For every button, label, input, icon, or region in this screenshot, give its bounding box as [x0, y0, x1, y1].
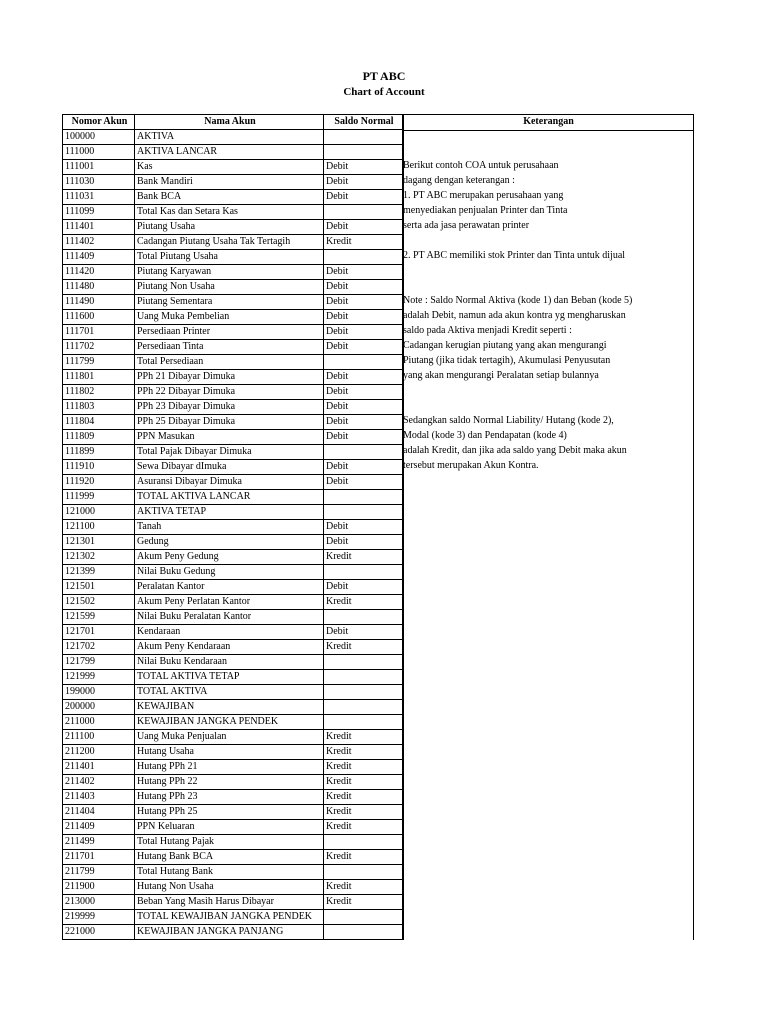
table-row: [63, 595, 403, 610]
account-name-cell: Akum Peny Perlatan Kantor: [135, 595, 324, 610]
account-number-cell: 211000: [63, 715, 135, 730]
coa-table: [62, 114, 403, 940]
account-number-cell: 121501: [63, 580, 135, 595]
account-name-cell: Cadangan Piutang Usaha Tak Tertagih: [135, 235, 324, 250]
account-name-cell: Total Piutang Usaha: [135, 250, 324, 265]
table-row: [63, 145, 403, 160]
account-number-cell: 211401: [63, 760, 135, 775]
account-name-cell: Bank BCA: [135, 190, 324, 205]
keterangan-column: [403, 114, 694, 940]
account-number-cell: 211404: [63, 805, 135, 820]
account-number-cell: 111401: [63, 220, 135, 235]
keterangan-line: menyediakan penjualan Printer dan Tinta: [403, 205, 568, 216]
keterangan-line: Berikut contoh COA untuk perusahaan: [403, 160, 559, 171]
account-number-cell: 121100: [63, 520, 135, 535]
table-row: [63, 355, 403, 370]
account-name-cell: Hutang Usaha: [135, 745, 324, 760]
account-number-cell: 211100: [63, 730, 135, 745]
table-row: [63, 775, 403, 790]
keterangan-line: tersebut merupakan Akun Kontra.: [403, 460, 539, 471]
account-number-cell: 211701: [63, 850, 135, 865]
normal-balance-cell: Kredit: [324, 790, 403, 805]
normal-balance-cell: Debit: [324, 460, 403, 475]
normal-balance-cell: [324, 925, 403, 940]
keterangan-line: adalah Debit, namun ada akun kontra yg mengharuskan: [403, 310, 626, 321]
account-number-cell: 219999: [63, 910, 135, 925]
account-number-cell: 111802: [63, 385, 135, 400]
normal-balance-cell: [324, 835, 403, 850]
account-name-cell: PPN Keluaran: [135, 820, 324, 835]
account-name-cell: Nilai Buku Peralatan Kantor: [135, 610, 324, 625]
document-subtitle: Chart of Account: [343, 86, 425, 98]
account-name-cell: Hutang PPh 21: [135, 760, 324, 775]
normal-balance-cell: Debit: [324, 385, 403, 400]
table-row: [63, 370, 403, 385]
account-name-cell: PPh 22 Dibayar Dimuka: [135, 385, 324, 400]
normal-balance-cell: Debit: [324, 310, 403, 325]
account-number-cell: 111809: [63, 430, 135, 445]
header-nama-akun: Nama Akun: [135, 115, 324, 130]
account-name-cell: Gedung: [135, 535, 324, 550]
account-number-cell: 121701: [63, 625, 135, 640]
table-row: [63, 220, 403, 235]
account-name-cell: Sewa Dibayar dImuka: [135, 460, 324, 475]
account-name-cell: Piutang Non Usaha: [135, 280, 324, 295]
normal-balance-cell: Debit: [324, 520, 403, 535]
account-number-cell: 111799: [63, 355, 135, 370]
table-row: [63, 235, 403, 250]
account-name-cell: Hutang Bank BCA: [135, 850, 324, 865]
normal-balance-cell: Kredit: [324, 640, 403, 655]
normal-balance-cell: [324, 670, 403, 685]
account-name-cell: Nilai Buku Gedung: [135, 565, 324, 580]
account-name-cell: Total Pajak Dibayar Dimuka: [135, 445, 324, 460]
account-number-cell: 211402: [63, 775, 135, 790]
account-name-cell: Persediaan Tinta: [135, 340, 324, 355]
table-row: [63, 565, 403, 580]
account-number-cell: 111804: [63, 415, 135, 430]
account-name-cell: Total Hutang Bank: [135, 865, 324, 880]
account-name-cell: TOTAL AKTIVA LANCAR: [135, 490, 324, 505]
account-name-cell: Nilai Buku Kendaraan: [135, 655, 324, 670]
normal-balance-cell: [324, 145, 403, 160]
account-name-cell: AKTIVA LANCAR: [135, 145, 324, 160]
normal-balance-cell: Debit: [324, 475, 403, 490]
account-number-cell: 200000: [63, 700, 135, 715]
account-name-cell: Peralatan Kantor: [135, 580, 324, 595]
account-number-cell: 111701: [63, 325, 135, 340]
table-row: [63, 925, 403, 940]
account-name-cell: Total Hutang Pajak: [135, 835, 324, 850]
normal-balance-cell: [324, 715, 403, 730]
table-row: [63, 700, 403, 715]
account-number-cell: 111600: [63, 310, 135, 325]
table-row: [63, 130, 403, 145]
table-row: [63, 760, 403, 775]
account-number-cell: 221000: [63, 925, 135, 940]
normal-balance-cell: [324, 865, 403, 880]
account-number-cell: 121999: [63, 670, 135, 685]
table-row: [63, 340, 403, 355]
account-name-cell: Piutang Sementara: [135, 295, 324, 310]
normal-balance-cell: Kredit: [324, 805, 403, 820]
company-title: PT ABC: [362, 69, 406, 83]
table-row: [63, 445, 403, 460]
account-number-cell: 121302: [63, 550, 135, 565]
normal-balance-cell: Kredit: [324, 550, 403, 565]
account-name-cell: Hutang Non Usaha: [135, 880, 324, 895]
normal-balance-cell: Debit: [324, 220, 403, 235]
account-number-cell: 211799: [63, 865, 135, 880]
account-number-cell: 121399: [63, 565, 135, 580]
normal-balance-cell: [324, 490, 403, 505]
table-row: [63, 580, 403, 595]
header-nomor-akun: Nomor Akun: [63, 115, 135, 130]
account-name-cell: KEWAJIBAN: [135, 700, 324, 715]
normal-balance-cell: [324, 355, 403, 370]
keterangan-line: Note : Saldo Normal Aktiva (kode 1) dan Beban (kode 5): [403, 295, 633, 306]
account-name-cell: Piutang Usaha: [135, 220, 324, 235]
keterangan-line: Cadangan kerugian piutang yang akan mengurangi: [403, 340, 607, 351]
table-row: [63, 385, 403, 400]
account-name-cell: Total Kas dan Setara Kas: [135, 205, 324, 220]
table-row: [63, 655, 403, 670]
keterangan-line: 2. PT ABC memiliki stok Printer dan Tinta untuk dijual: [403, 250, 626, 261]
account-name-cell: Akum Peny Gedung: [135, 550, 324, 565]
table-row: [63, 520, 403, 535]
account-number-cell: 111480: [63, 280, 135, 295]
account-name-cell: Uang Muka Penjualan: [135, 730, 324, 745]
account-number-cell: 121502: [63, 595, 135, 610]
normal-balance-cell: Kredit: [324, 880, 403, 895]
account-name-cell: Tanah: [135, 520, 324, 535]
keterangan-line: serta ada jasa perawatan printer: [403, 220, 530, 231]
table-row: [63, 865, 403, 880]
table-row: [63, 475, 403, 490]
normal-balance-cell: [324, 565, 403, 580]
account-name-cell: Akum Peny Kendaraan: [135, 640, 324, 655]
normal-balance-cell: Debit: [324, 370, 403, 385]
normal-balance-cell: Debit: [324, 190, 403, 205]
account-name-cell: TOTAL AKTIVA: [135, 685, 324, 700]
header-keterangan: Keterangan: [404, 115, 693, 131]
table-row: [63, 835, 403, 850]
normal-balance-cell: Kredit: [324, 745, 403, 760]
table-row: [63, 175, 403, 190]
keterangan-line: 1. PT ABC merupakan perusahaan yang: [403, 190, 564, 201]
account-number-cell: 211409: [63, 820, 135, 835]
account-number-cell: 211499: [63, 835, 135, 850]
keterangan-line: yang akan mengurangi Peralatan setiap bulannya: [403, 370, 599, 381]
account-name-cell: PPh 23 Dibayar Dimuka: [135, 400, 324, 415]
normal-balance-cell: Debit: [324, 295, 403, 310]
normal-balance-cell: [324, 655, 403, 670]
account-number-cell: 211900: [63, 880, 135, 895]
normal-balance-cell: Debit: [324, 340, 403, 355]
account-name-cell: PPh 21 Dibayar Dimuka: [135, 370, 324, 385]
account-name-cell: KEWAJIBAN JANGKA PANJANG: [135, 925, 324, 940]
account-number-cell: 199000: [63, 685, 135, 700]
keterangan-line: dagang dengan keterangan :: [403, 175, 515, 186]
table-row: [63, 400, 403, 415]
table-row: [63, 790, 403, 805]
account-number-cell: 111031: [63, 190, 135, 205]
table-row: [63, 895, 403, 910]
normal-balance-cell: [324, 445, 403, 460]
account-number-cell: 111409: [63, 250, 135, 265]
table-row: [63, 205, 403, 220]
table-row: [63, 460, 403, 475]
account-number-cell: 111099: [63, 205, 135, 220]
account-number-cell: 111000: [63, 145, 135, 160]
normal-balance-cell: Debit: [324, 280, 403, 295]
account-name-cell: KEWAJIBAN JANGKA PENDEK: [135, 715, 324, 730]
normal-balance-cell: [324, 685, 403, 700]
normal-balance-cell: [324, 910, 403, 925]
normal-balance-cell: [324, 250, 403, 265]
keterangan-line: adalah Kredit, dan jika ada saldo yang Debit maka akun: [403, 445, 627, 456]
normal-balance-cell: Debit: [324, 265, 403, 280]
keterangan-line: Piutang (jika tidak tertagih), Akumulasi Penyusutan: [403, 355, 611, 366]
normal-balance-cell: Debit: [324, 535, 403, 550]
account-number-cell: 111910: [63, 460, 135, 475]
account-number-cell: 111030: [63, 175, 135, 190]
table-row: [63, 730, 403, 745]
table-row: [63, 295, 403, 310]
table-row: [63, 430, 403, 445]
table-row: [63, 250, 403, 265]
header-saldo-normal: Saldo Normal: [324, 115, 403, 130]
account-name-cell: Kendaraan: [135, 625, 324, 640]
keterangan-line: Modal (kode 3) dan Pendapatan (kode 4): [403, 430, 567, 441]
table-row: [63, 535, 403, 550]
account-name-cell: Piutang Karyawan: [135, 265, 324, 280]
account-number-cell: 121301: [63, 535, 135, 550]
table-row: [63, 685, 403, 700]
normal-balance-cell: [324, 205, 403, 220]
normal-balance-cell: Debit: [324, 160, 403, 175]
account-name-cell: Bank Mandiri: [135, 175, 324, 190]
account-number-cell: 100000: [63, 130, 135, 145]
account-name-cell: AKTIVA TETAP: [135, 505, 324, 520]
account-number-cell: 111702: [63, 340, 135, 355]
account-number-cell: 111803: [63, 400, 135, 415]
account-name-cell: PPh 25 Dibayar Dimuka: [135, 415, 324, 430]
table-row: [63, 310, 403, 325]
account-number-cell: 121799: [63, 655, 135, 670]
normal-balance-cell: Kredit: [324, 820, 403, 835]
normal-balance-cell: Debit: [324, 175, 403, 190]
normal-balance-cell: Debit: [324, 400, 403, 415]
account-number-cell: 111899: [63, 445, 135, 460]
account-number-cell: 121599: [63, 610, 135, 625]
table-row: [63, 325, 403, 340]
account-number-cell: 211403: [63, 790, 135, 805]
table-row: [63, 610, 403, 625]
normal-balance-cell: [324, 130, 403, 145]
normal-balance-cell: Kredit: [324, 730, 403, 745]
account-number-cell: 111001: [63, 160, 135, 175]
table-row: [63, 670, 403, 685]
table-row: [63, 280, 403, 295]
table-row: [63, 805, 403, 820]
keterangan-line: Sedangkan saldo Normal Liability/ Hutang (kode 2),: [403, 415, 614, 426]
table-row: [63, 190, 403, 205]
account-number-cell: 111801: [63, 370, 135, 385]
normal-balance-cell: Debit: [324, 430, 403, 445]
normal-balance-cell: Debit: [324, 625, 403, 640]
normal-balance-cell: [324, 700, 403, 715]
account-name-cell: Hutang PPh 25: [135, 805, 324, 820]
account-number-cell: 121000: [63, 505, 135, 520]
account-number-cell: 111490: [63, 295, 135, 310]
normal-balance-cell: Kredit: [324, 775, 403, 790]
account-number-cell: 111920: [63, 475, 135, 490]
table-row: [63, 910, 403, 925]
account-number-cell: 211200: [63, 745, 135, 760]
table-row: [63, 265, 403, 280]
table-row: [63, 745, 403, 760]
normal-balance-cell: [324, 505, 403, 520]
account-name-cell: Kas: [135, 160, 324, 175]
table-row: [63, 640, 403, 655]
table-row: [63, 415, 403, 430]
table-row: [63, 160, 403, 175]
normal-balance-cell: [324, 610, 403, 625]
normal-balance-cell: Kredit: [324, 595, 403, 610]
normal-balance-cell: Debit: [324, 325, 403, 340]
table-row: [63, 715, 403, 730]
normal-balance-cell: Debit: [324, 580, 403, 595]
account-name-cell: Asuransi Dibayar Dimuka: [135, 475, 324, 490]
coa-table-body: [63, 130, 403, 940]
normal-balance-cell: Debit: [324, 415, 403, 430]
account-name-cell: Total Persediaan: [135, 355, 324, 370]
account-name-cell: Hutang PPh 23: [135, 790, 324, 805]
account-number-cell: 111420: [63, 265, 135, 280]
account-name-cell: TOTAL KEWAJIBAN JANGKA PENDEK: [135, 910, 324, 925]
account-name-cell: Persediaan Printer: [135, 325, 324, 340]
account-number-cell: 213000: [63, 895, 135, 910]
normal-balance-cell: Kredit: [324, 850, 403, 865]
keterangan-line: saldo pada Aktiva menjadi Kredit seperti :: [403, 325, 572, 336]
account-name-cell: PPN Masukan: [135, 430, 324, 445]
account-number-cell: 111999: [63, 490, 135, 505]
table-row: [63, 880, 403, 895]
table-row: [63, 505, 403, 520]
account-name-cell: Beban Yang Masih Harus Dibayar: [135, 895, 324, 910]
account-name-cell: AKTIVA: [135, 130, 324, 145]
account-name-cell: Uang Muka Pembelian: [135, 310, 324, 325]
table-row: [63, 625, 403, 640]
account-name-cell: TOTAL AKTIVA TETAP: [135, 670, 324, 685]
normal-balance-cell: Kredit: [324, 760, 403, 775]
account-name-cell: Hutang PPh 22: [135, 775, 324, 790]
account-number-cell: 111402: [63, 235, 135, 250]
table-row: [63, 820, 403, 835]
normal-balance-cell: Kredit: [324, 895, 403, 910]
table-row: [63, 490, 403, 505]
account-number-cell: 121702: [63, 640, 135, 655]
table-row: [63, 850, 403, 865]
table-row: [63, 550, 403, 565]
table-header-row: [63, 115, 403, 130]
normal-balance-cell: Kredit: [324, 235, 403, 250]
